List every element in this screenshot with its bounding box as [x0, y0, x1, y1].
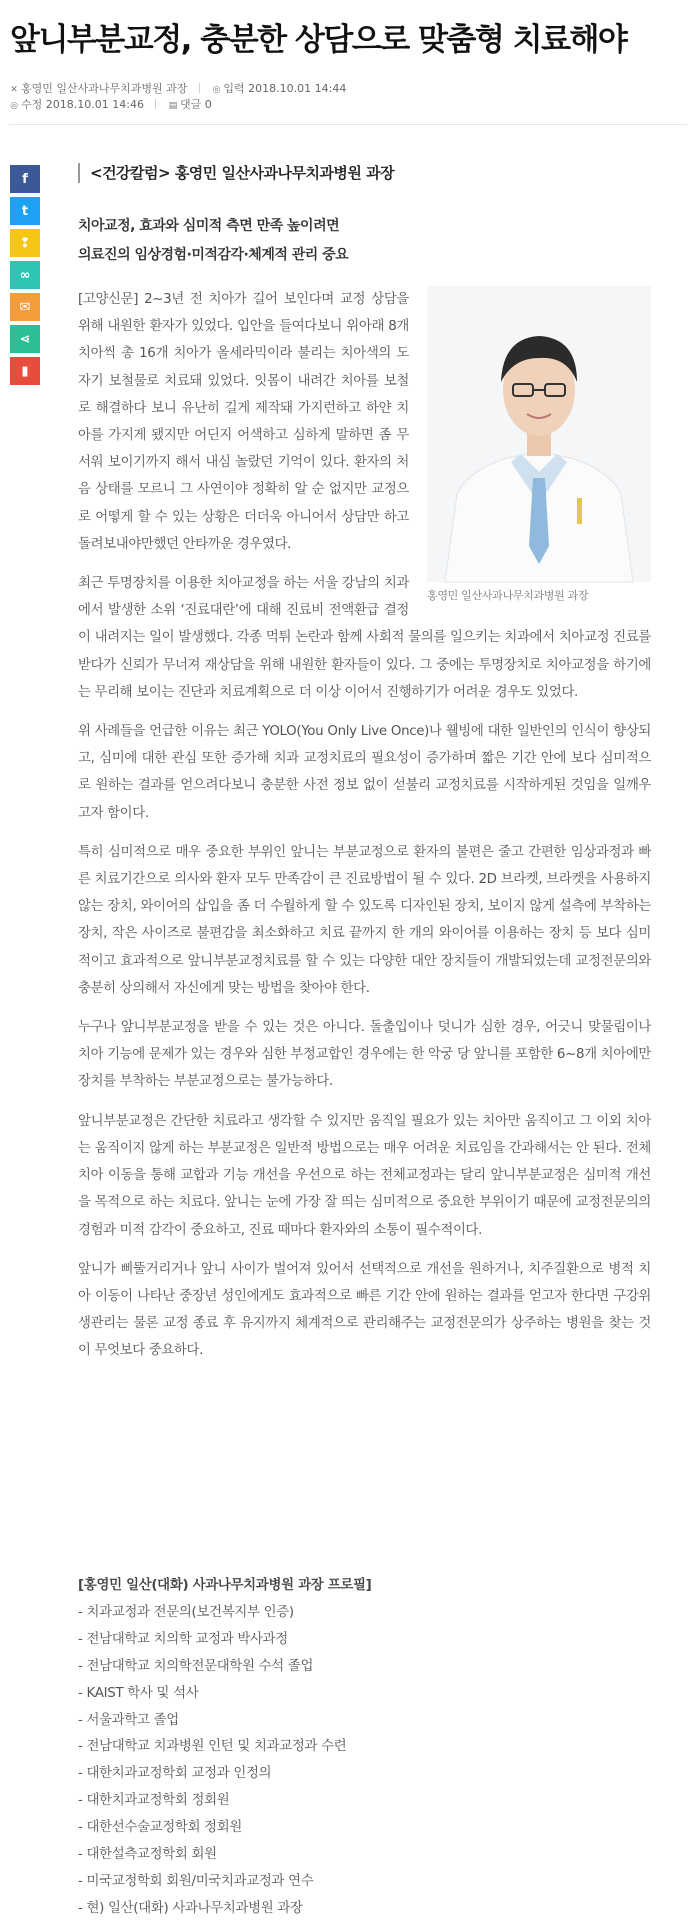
- share-sidebar: [10, 165, 40, 389]
- meta-divider: [199, 83, 200, 93]
- share-link-button[interactable]: [10, 261, 40, 289]
- profile-item: - 전남대학교 치과병원 인턴 및 치과교정과 수련: [78, 1739, 347, 1755]
- profile-item: - 대한치과교정학회 정회원: [78, 1793, 230, 1809]
- profile-item: - 전남대학교 치의학전문대학원 수석 졸업: [78, 1658, 314, 1674]
- profile-item: - 전남대학교 치의학 교정과 박사과정: [78, 1631, 288, 1647]
- email-icon: ✉: [19, 299, 31, 315]
- header-divider: [9, 124, 687, 125]
- author-icon: ✕: [10, 85, 18, 95]
- article-meta-row-1: [9, 80, 346, 96]
- profile-item: - 미국교정학회 회원/미국치과교정과 연수: [78, 1873, 314, 1889]
- facebook-icon: f: [22, 171, 28, 187]
- share-facebook-button[interactable]: [10, 165, 40, 193]
- doctor-portrait-image: [427, 286, 651, 582]
- article-subheading: [78, 212, 348, 270]
- link-icon: ∞: [19, 267, 31, 283]
- comments-label[interactable]: 댓글: [179, 98, 202, 111]
- subheading-line: 치아교정, 효과와 심미적 측면 만족 높이려면: [78, 218, 340, 234]
- article-paragraph: [고양신문] 2~3년 전 치아가 길어 보인다며 교정 상담을 위해 내원한 환자가 있었다. 입안을 들여다보니 위아래 8개 치아씩 총 16개 치아가 올세라믹이라 불리는 치아색의 도자기 보철물로 치료돼 있었다. 잇몸이 내려간 치아를 보철로 해결하다 보니 유난히 길게 제작돼 가지런하고 하얀 치아를 가지게 됐지만 어딘지 어색하고 심하게 말하면 좀 무서워 보이기까지 해서 내심 놀랐던 기억이 있다. 환자의 처음 상태를 모르니 그 사연이야 정확히 알 순 없지만 교정으로 어떻게 할 수 있는 상황은 더더욱 아니어서 상담만 하고 돌려보내야만했던 안타까운 경우였다.: [78, 292, 409, 552]
- profile-item: - 대한선수술교정학회 정회원: [78, 1820, 243, 1836]
- author-name[interactable]: 홍영민 일산사과나무치과병원 과장: [21, 82, 188, 95]
- clock-icon: ◎: [212, 85, 221, 95]
- profile-item: - 치과교정과 전문의(보건복지부 인증): [78, 1604, 294, 1620]
- input-date: 2018.10.01 14:44: [248, 82, 347, 95]
- author-profile: [78, 1573, 371, 1923]
- article-paragraph: 최근 투명장치를 이용한 치아교정을 하는 서울 강남의 치과에서 발생한 소위 ‘진료대란’에 대해 진료비 전액환급 결정이 내려지는 일이 발생했다. 각종 먹튀 논란과 함께 사회적 물의를 일으키는 치과에서 치아교정 진료를 받다가 신뢰가 무너져 재상담을 위해 내원한 환자들이 있다. 그 중에는 투명장치로 치아교정을 하기에는 무리해 보이는 진단과 치료계획으로 더 이상 이어서 진행하기가 어려운 경우도 있었다.: [78, 576, 651, 700]
- subheading-line: 의료진의 임상경험·미적감각·체계적 관리 중요: [78, 247, 349, 263]
- share-kakaostory-button[interactable]: [10, 229, 40, 257]
- share-share-button[interactable]: [10, 325, 40, 353]
- clock-icon: ◎: [10, 101, 18, 111]
- article-paragraph: 누구나 앞니부분교정을 받을 수 있는 것은 아니다. 돌출입이나 덧니가 심한 경우, 어긋니 맞물림이나 치아 기능에 문제가 있는 경우와 심한 부정교합인 경우에는 한 악궁 당 앞니를 포함한 6~8개 치아에만 장치를 부착하는 부분교정으로는 불가능하다.: [78, 1020, 651, 1090]
- article-paragraph: 앞니가 삐뚤거리거나 앞니 사이가 벌어져 있어서 선택적으로 개선을 원하거나, 치주질환으로 병적 치아 이동이 나타난 중장년 성인에게도 효과적으로 빠른 기간 안에 원하는 결과를 얻고자 한다면 구강위생관리는 물론 교정 종료 후 유지까지 체계적으로 관리해주는 교정전문의가 상주하는 병원을 찾는 것이 무엇보다 중요하다.: [78, 1261, 651, 1359]
- share-icon: ⋖: [19, 331, 31, 347]
- share-email-button[interactable]: [10, 293, 40, 321]
- comments-count[interactable]: 0: [204, 98, 212, 111]
- author-photo[interactable]: [427, 286, 651, 582]
- edit-date: 2018.10.01 14:46: [45, 98, 144, 111]
- author-figure: [427, 286, 651, 606]
- share-bookmark-button[interactable]: [10, 357, 40, 385]
- profile-title: [홍영민 일산(대화) 사과나무치과병원 과장 프로필]: [78, 1578, 372, 1593]
- article-meta-row-2: [9, 96, 212, 112]
- twitter-icon: t: [21, 203, 29, 219]
- article-paragraph: 앞니부분교정은 간단한 치료라고 생각할 수 있지만 움직일 필요가 있는 치아만 움직이고 그 이외 치아는 움직이지 않게 하는 부분교정은 일반적 방법으로는 매우 어려운 치료임을 간과해서는 안 된다. 전체 치아 이동을 통해 교합과 기능 개선을 우선으로 하는 전체교정과는 달리 앞니부분교정은 심미적 개선을 목적으로 하는 치료다. 앞니는 눈에 가장 잘 띄는 심미적으로 중요한 부위이기 때문에 교정전문의의 경험과 미적 감각이 중요하고, 진료 때마다 환자와의 소통이 필수적이다.: [78, 1113, 651, 1238]
- meta-divider: [155, 99, 156, 109]
- share-twitter-button[interactable]: [10, 197, 40, 225]
- edit-label: 수정: [21, 98, 43, 111]
- article-title: 앞니부분교정, 충분한 상담으로 맞춤형 치료해야: [10, 22, 627, 58]
- bookmark-icon: ▮: [21, 363, 29, 379]
- profile-item: - KAIST 학사 및 석사: [78, 1685, 199, 1701]
- column-label: <건강칼럼> 홍영민 일산사과나무치과병원 과장: [78, 163, 394, 183]
- profile-item: - 대한치과교정학회 교정과 인정의: [78, 1766, 272, 1782]
- photo-caption: 홍영민 일산사과나무치과병원 과장: [427, 589, 589, 602]
- kakaostory-icon: ❢: [19, 235, 31, 251]
- profile-item: - 서울과학고 졸업: [78, 1712, 179, 1728]
- input-label: 입력: [223, 82, 245, 95]
- comment-icon: ▤: [168, 101, 178, 111]
- article-body: [78, 286, 651, 1377]
- profile-item: - 현) 일산(대화) 사과나무치과병원 과장: [78, 1900, 303, 1916]
- profile-item: - 대한설측교정학회 회원: [78, 1847, 217, 1863]
- article-paragraph: 특히 심미적으로 매우 중요한 부위인 앞니는 부분교정으로 환자의 불편은 줄고 간편한 임상과정과 빠른 치료기간으로 의사와 환자 모두 만족감이 큰 진료방법이 될 수 있다. 2D 브라켓, 브라켓을 사용하지 않는 장치, 와이어의 삽입을 좀 더 수월하게 할 수 있도록 디자인된 장치, 보이지 않게 설측에 부착하는 장치, 작은 사이즈로 불편감을 최소화하고 치료 끝까지 한 개의 와이어를 이용하는 장치 등 보다 심미적이고 효과적으로 앞니부분교정치료를 할 수 있는 다양한 대안 장치들이 개발되었는데 교정전문의와 충분히 상의해서 자신에게 맞는 방법을 찾아야 한다.: [78, 844, 651, 996]
- article-paragraph: 위 사례들을 언급한 이유는 최근 YOLO(You Only Live Once)나 웰빙에 대한 일반인의 인식이 향상되고, 심미에 대한 관심 또한 증가해 치과 교정치료의 필요성이 증가하며 짧은 기간 안에 보다 심미적으로 원하는 결과를 얻으려다보니 충분한 사전 정보 없이 섣불리 교정치료를 시작하게된 것임을 일깨우고자 함이다.: [78, 724, 651, 821]
